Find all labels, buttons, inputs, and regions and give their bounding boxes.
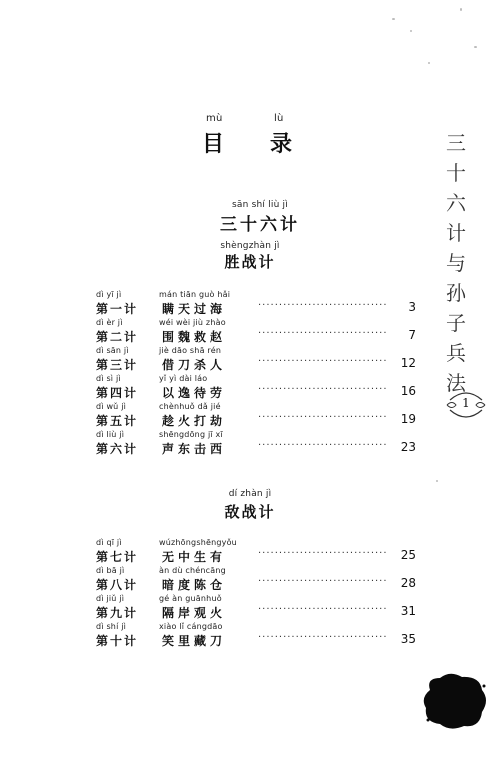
- entry-page-number: 25: [400, 548, 416, 562]
- entry-title-pinyin: shēngdōng jī xī: [159, 430, 223, 439]
- margin-char: 六: [446, 191, 466, 215]
- entry-page-number: 28: [400, 576, 416, 590]
- scan-speck: [392, 18, 395, 20]
- title-char-2: 录: [270, 132, 293, 157]
- dot-leader: ·······························: [258, 548, 388, 559]
- margin-char: 子: [446, 311, 466, 335]
- entry-number: 第四计: [96, 386, 139, 400]
- toc-entry[interactable]: [96, 622, 416, 648]
- dot-leader: ·······························: [258, 300, 388, 311]
- entry-number-pinyin: dì bā jì: [96, 566, 125, 575]
- margin-char: 与: [446, 251, 466, 275]
- toc-entry[interactable]: [96, 402, 416, 428]
- dot-leader: ·······························: [258, 328, 388, 339]
- toc-entry[interactable]: [96, 566, 416, 592]
- entry-number: 第九计: [96, 606, 139, 620]
- section-pinyin: dí zhàn jì: [228, 489, 272, 499]
- entry-title: 瞒天过海: [162, 302, 227, 316]
- dot-leader: ·······························: [258, 412, 388, 423]
- entry-title: 隔岸观火: [162, 606, 227, 620]
- scan-speck: [474, 46, 477, 48]
- entry-number: 第七计: [96, 550, 139, 564]
- page-number-badge: 1: [462, 396, 470, 410]
- entry-number: 第十计: [96, 634, 139, 648]
- title-pinyin-2: lù: [274, 113, 284, 124]
- entry-title-pinyin: gé àn guānhuǒ: [159, 594, 222, 603]
- entry-title: 借刀杀人: [162, 358, 227, 372]
- scan-speck: [460, 8, 462, 11]
- entry-page-number: 19: [400, 412, 416, 426]
- toc-entry[interactable]: [96, 346, 416, 372]
- margin-char: 法: [446, 371, 466, 395]
- entry-number: 第五计: [96, 414, 139, 428]
- entry-title-pinyin: wéi wèi jiù zhào: [159, 318, 226, 327]
- entry-title-pinyin: àn dù chéncāng: [159, 566, 226, 575]
- subtitle-pinyin: sān shí liù jì: [232, 200, 288, 210]
- margin-char: 三: [446, 131, 466, 155]
- entry-number: 第三计: [96, 358, 139, 372]
- section-pinyin: shèngzhàn jì: [220, 241, 280, 251]
- toc-entry[interactable]: [96, 318, 416, 344]
- entry-page-number: 23: [400, 440, 416, 454]
- entry-number-pinyin: dì sì jì: [96, 374, 121, 383]
- entry-number-pinyin: dì wǔ jì: [96, 402, 127, 411]
- margin-char: 计: [446, 221, 466, 245]
- subtitle: 三十六计: [220, 215, 300, 235]
- entry-title-pinyin: xiào lǐ cángdāo: [159, 622, 223, 631]
- entry-number: 第二计: [96, 330, 139, 344]
- entry-title: 笑里藏刀: [162, 634, 227, 648]
- toc-entry[interactable]: [96, 538, 416, 564]
- entry-number-pinyin: dì shí jì: [96, 622, 127, 631]
- entry-page-number: 7: [408, 328, 416, 342]
- dot-leader: ·······························: [258, 384, 388, 395]
- entry-number-pinyin: dì qī jì: [96, 538, 122, 547]
- dot-leader: ·······························: [258, 632, 388, 643]
- margin-handwriting: [441, 128, 471, 398]
- dot-leader: ·······························: [258, 440, 388, 451]
- entry-page-number: 3: [408, 300, 416, 314]
- toc-entry[interactable]: [96, 374, 416, 400]
- entry-number: 第八计: [96, 578, 139, 592]
- margin-char: 孙: [446, 281, 466, 305]
- entry-title-pinyin: yǐ yì dài láo: [159, 374, 208, 383]
- entry-title: 声东击西: [162, 442, 227, 456]
- entry-number-pinyin: dì yī jì: [96, 290, 122, 299]
- dot-leader: ·······························: [258, 576, 388, 587]
- entry-title-pinyin: wúzhōngshēngyǒu: [159, 538, 237, 547]
- entry-title-pinyin: jiè dāo shā rén: [159, 346, 222, 355]
- margin-char: 兵: [446, 341, 466, 365]
- entry-title-pinyin: mán tiān guò hǎi: [159, 290, 231, 299]
- toc-entry[interactable]: [96, 430, 416, 456]
- dot-leader: ·······························: [258, 604, 388, 615]
- dot-leader: ·······························: [258, 356, 388, 367]
- entry-title: 暗度陈仓: [162, 578, 227, 592]
- section-title: 敌战计: [224, 503, 276, 521]
- title-char-1: 目: [202, 132, 225, 157]
- entry-number-pinyin: dì liù jì: [96, 430, 125, 439]
- entry-page-number: 16: [400, 384, 416, 398]
- entry-page-number: 35: [400, 632, 416, 646]
- scan-speck: [428, 62, 430, 64]
- entry-title: 无中生有: [162, 550, 227, 564]
- entry-title-pinyin: chènhuǒ dǎ jié: [159, 402, 221, 411]
- entry-page-number: 12: [400, 356, 416, 370]
- entry-title: 趁火打劫: [162, 414, 227, 428]
- entry-number-pinyin: dì sān jì: [96, 346, 129, 355]
- section-title: 胜战计: [224, 253, 276, 271]
- scan-speck: [410, 30, 412, 32]
- toc-entry[interactable]: [96, 594, 416, 620]
- title-pinyin-1: mù: [206, 113, 223, 124]
- entry-page-number: 31: [400, 604, 416, 618]
- entry-number: 第六计: [96, 442, 139, 456]
- scan-speck: [436, 480, 438, 482]
- margin-char: 十: [446, 161, 466, 185]
- entry-title: 以逸待劳: [162, 386, 227, 400]
- entry-number-pinyin: dì èr jì: [96, 318, 123, 327]
- ink-blot: [420, 672, 490, 732]
- entry-title: 围魏救赵: [162, 330, 227, 344]
- entry-number: 第一计: [96, 302, 139, 316]
- toc-entry[interactable]: [96, 290, 416, 316]
- entry-number-pinyin: dì jiǔ jì: [96, 594, 125, 603]
